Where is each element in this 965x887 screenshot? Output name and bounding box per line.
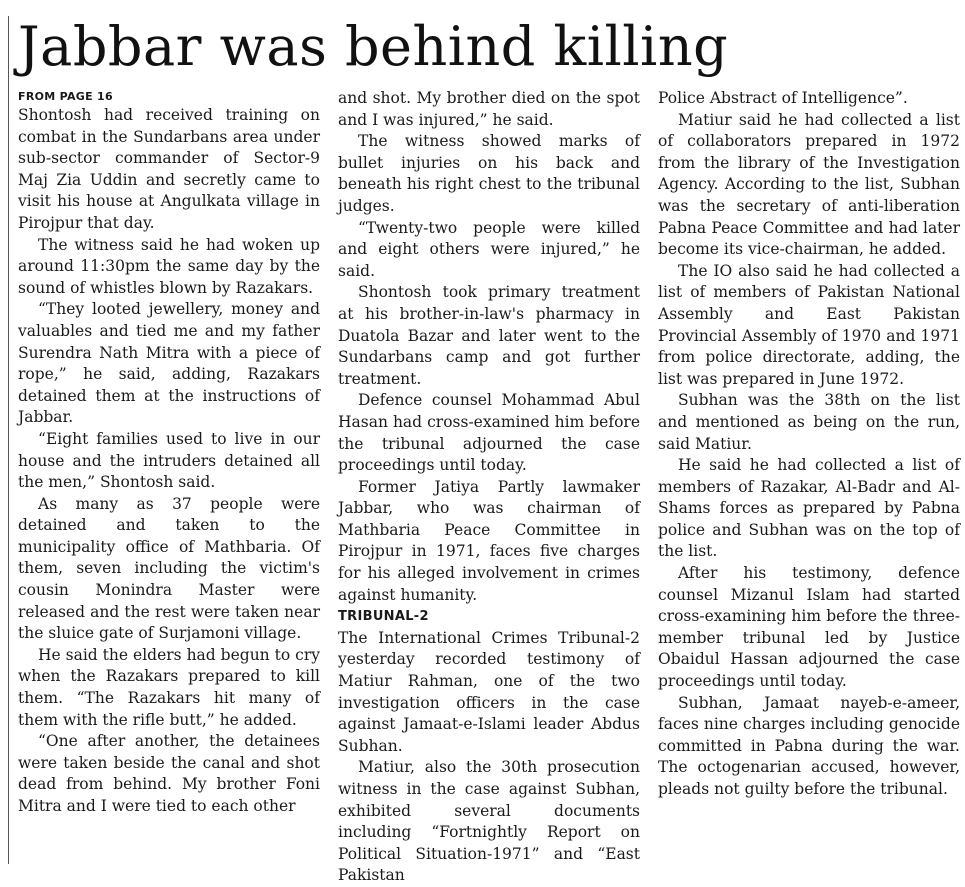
paragraph: As many as 37 people were detained and taken to the municipality office of Mathbaria. Of them, seven including the victim's cousin Monindra Master were released and the rest were taken near the sluice gate of Surjamoni village. — [18, 494, 320, 643]
paragraph: Subhan, Jamaat nayeb-e-ameer, faces nine charges including genocide committed in Pabna during the war. The octogenarian accused, however, pleads not guilty before the tribunal. — [658, 693, 960, 798]
paragraph: Shontosh took primary treatment at his brother-in-law's pharmacy in Duatola Bazar and later went to the Sundarbans camp and got further treatment. — [338, 283, 640, 388]
paragraph: He said he had collected a list of members of Razakar, Al-Badr and Al-Shams forces as prepared by Pabna police and Subhan was on the top of the list. — [658, 456, 960, 561]
paragraph: The witness showed marks of bullet injuries on his back and beneath his right chest to the tribunal judges. — [338, 132, 640, 215]
paragraph: “They looted jewellery, money and valuables and tied me and my father Surendra Nath Mitra with a piece of rope,” he said, adding, Razakars detained them at the instructions of Jabbar. — [18, 300, 320, 427]
paragraph: Defence counsel Mohammad Abul Hasan had cross-examined him before the tribunal adjourned the case proceedings until today. — [338, 391, 640, 475]
column-rule — [8, 16, 9, 864]
article-column-3 — [658, 88, 960, 801]
continuation-label: FROM PAGE 16 — [18, 90, 113, 103]
paragraph: Matiur, also the 30th prosecution witness in the case against Subhan, exhibited several documents including “Fortnightly Report on Political Situation-1971” and “East Pakistan — [338, 758, 640, 885]
paragraph: Police Abstract of Intelligence”. — [658, 89, 908, 107]
paragraph: The witness said he had woken up around 11:30pm the same day by the sound of whistles blown by Razakars. — [18, 235, 320, 297]
section-subhead: TRIBUNAL-2 — [338, 609, 429, 625]
paragraph: “Eight families used to live in our house and the intruders detained all the men,” Shontosh said. — [18, 429, 320, 492]
article-column-1 — [18, 88, 320, 818]
article-column-2 — [338, 88, 640, 887]
paragraph: He said the elders had begun to cry when the Razakars prepared to kill them. “The Razakars hit many of them with the rifle butt,” he added. — [18, 645, 320, 729]
paragraph: Matiur said he had collected a list of collaborators prepared in 1972 from the library of the Investigation Agency. According to the list, Subhan was the secretary of anti-liberation Pabna Peace Committee and had later become its vice-chairman, he added. — [658, 110, 960, 259]
paragraph: Former Jatiya Partly lawmaker Jabbar, who was chairman of Mathbaria Peace Committee in Pirojpur in 1971, faces five charges for his alleged involvement in crimes against humanity. — [338, 477, 640, 604]
paragraph: The IO also said he had collected a list of members of Pakistan National Assembly and East Pakistan Provincial Assembly of 1970 and 1971 from police directorate, adding, the list was prepared in June 1972. — [658, 261, 960, 388]
paragraph: “One after another, the detainees were taken beside the canal and shot dead from behind. My brother Foni Mitra and I were tied to each other — [18, 732, 320, 815]
paragraph: Subhan was the 38th on the list and mentioned as being on the run, said Matiur. — [658, 391, 960, 453]
paragraph: “Twenty-two people were killed and eight others were injured,” he said. — [338, 218, 640, 280]
headline: Jabbar was behind killing — [18, 15, 729, 78]
paragraph: The International Crimes Tribunal-2 yesterday recorded testimony of Matiur Rahman, one of the two investigation officers in the case against Jamaat-e-Islami leader Abdus Subhan. — [338, 628, 640, 755]
paragraph: After his testimony, defence counsel Mizanul Islam had started cross-examining him before the three-member tribunal led by Justice Obaidul Hassan adjourned the case proceedings until today. — [658, 564, 960, 691]
paragraph: and shot. My brother died on the spot and I was injured,” he said. — [338, 89, 640, 129]
paragraph: Shontosh had received training on combat in the Sundarbans area under sub-sector commander of Sector-9 Maj Zia Uddin and secretly came to visit his house at Angulkata village in Pirojpur that day. — [18, 106, 320, 232]
